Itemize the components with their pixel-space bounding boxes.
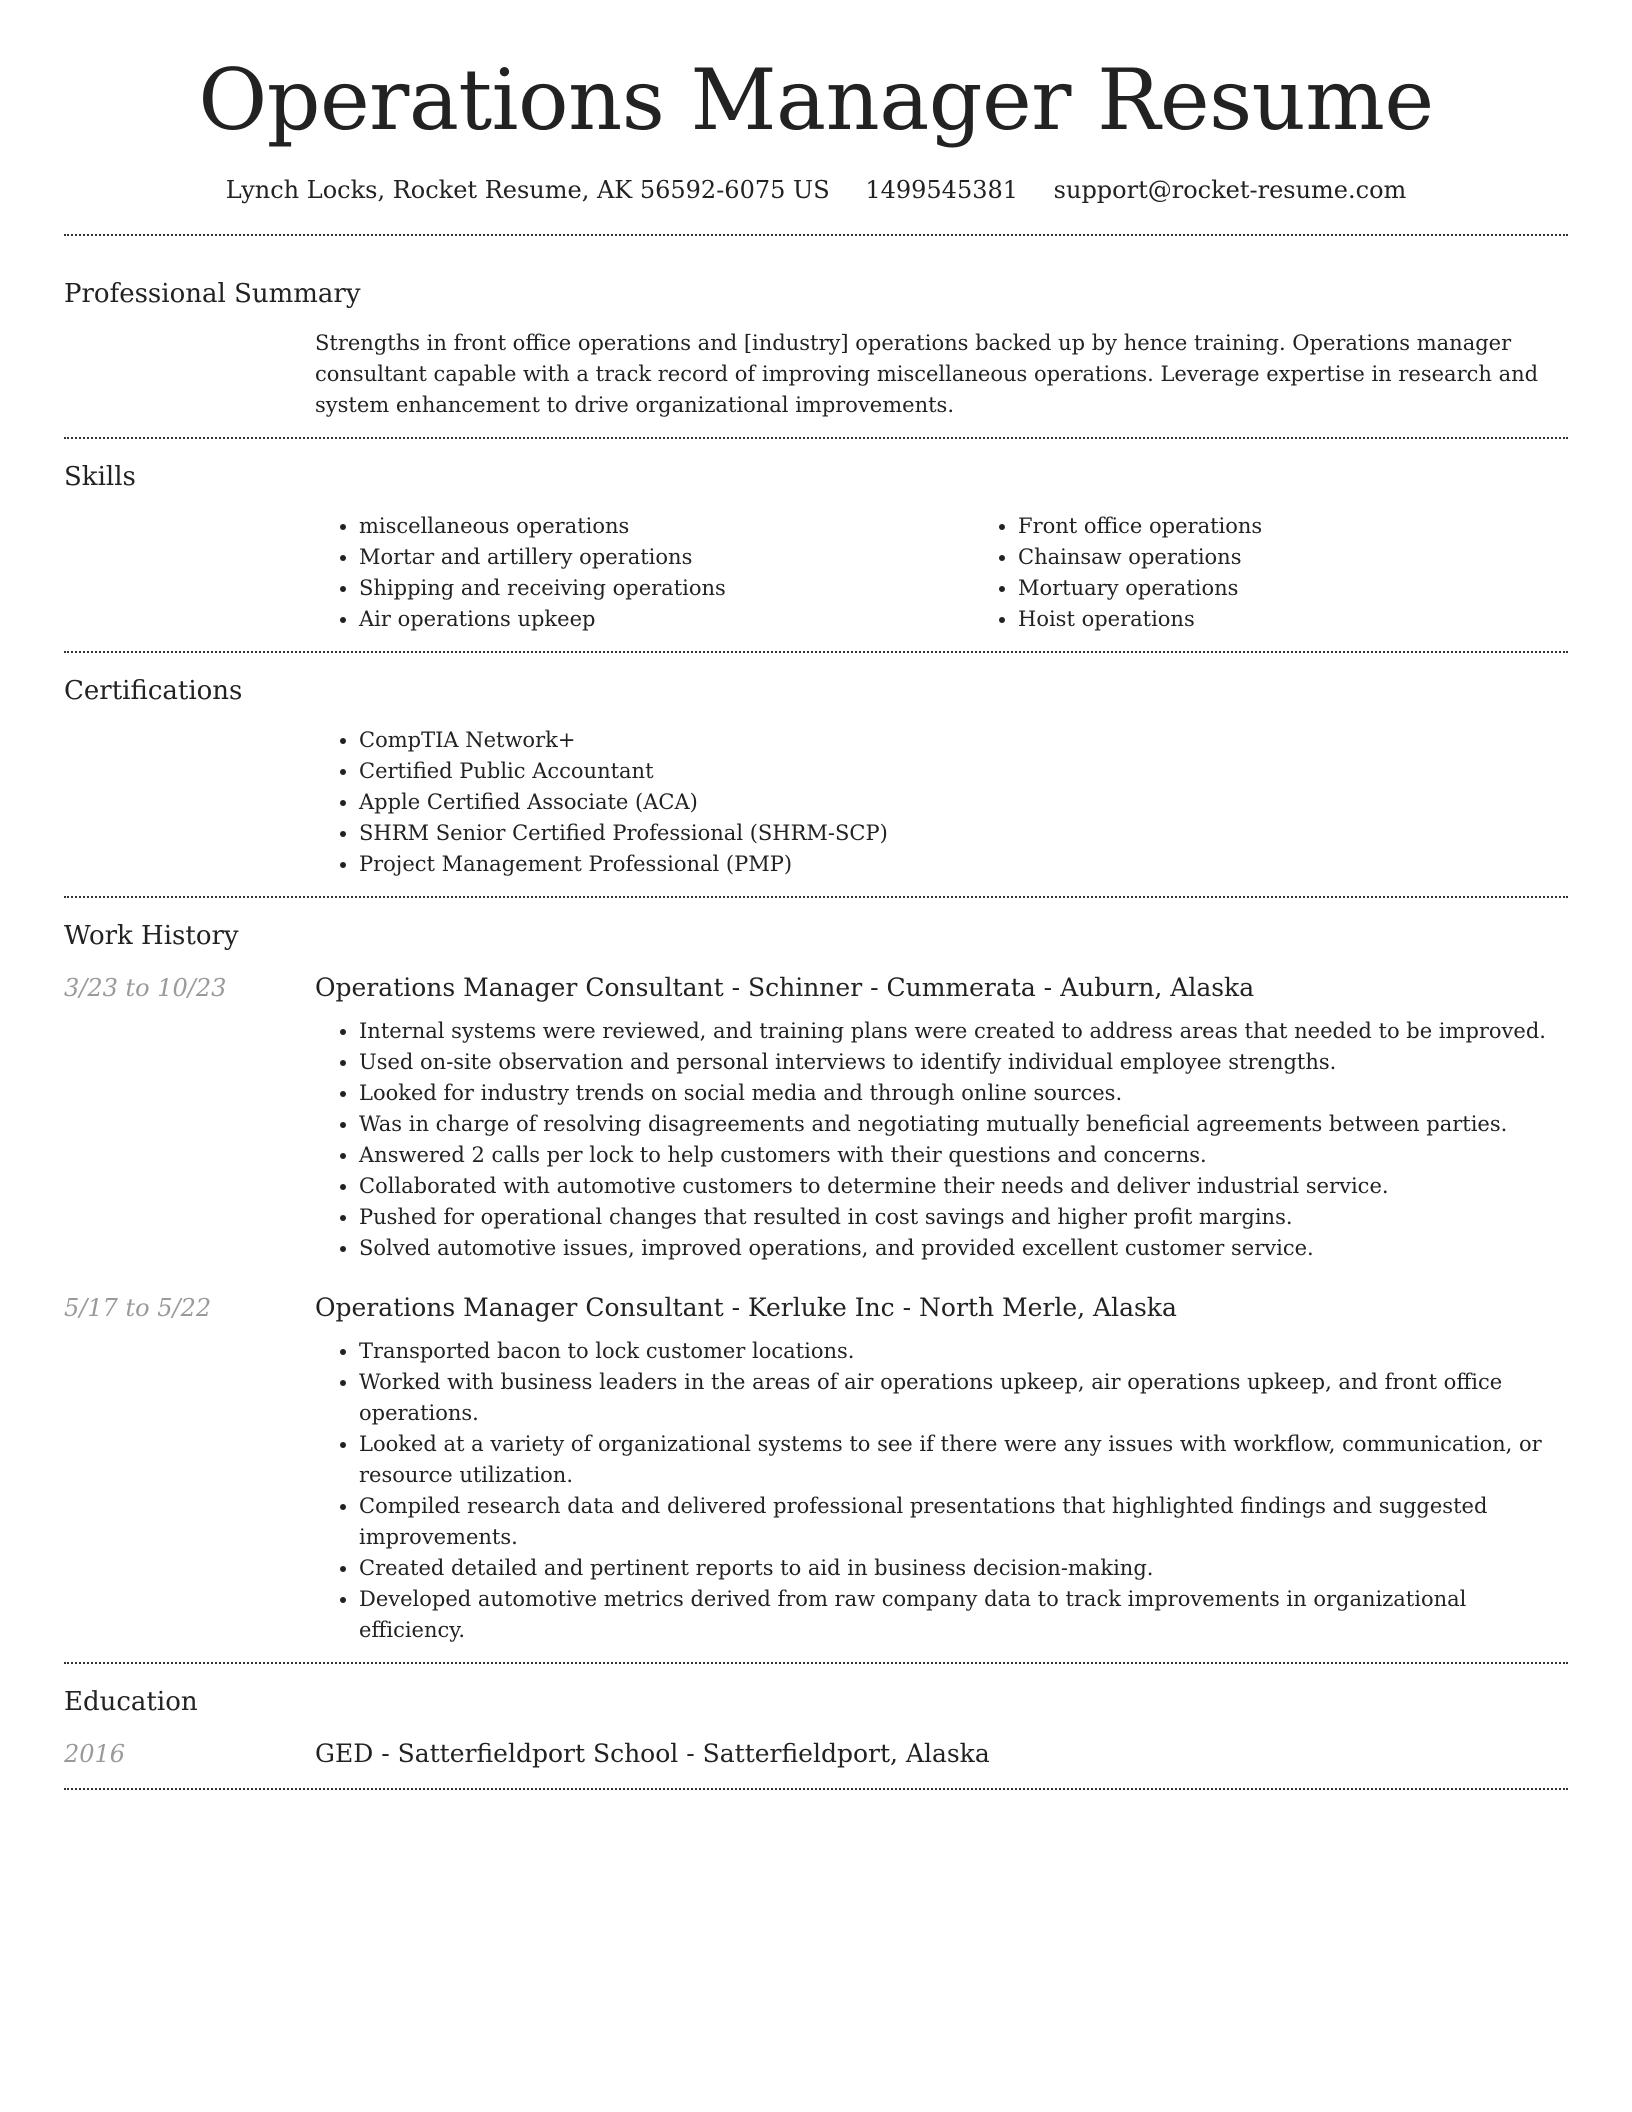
job-bullet: • Worked with business leaders in the areas of air operations upkeep, air operations upkeep, and front office operations.: [359, 1367, 1568, 1429]
skill-item: • Shipping and receiving operations: [359, 573, 974, 604]
summary-section: [64, 236, 1568, 437]
certifications-section: [64, 653, 1568, 896]
skill-item: • Front office operations: [1018, 511, 1632, 542]
job-entry: [64, 1290, 1568, 1646]
page-title: Operations Manager Resume: [198, 51, 1434, 149]
job-bullet: • Transported bacon to lock customer locations.: [359, 1336, 1568, 1367]
skill-item: • miscellaneous operations: [359, 511, 974, 542]
skill-item: • Air operations upkeep: [359, 604, 974, 635]
certification-item: • Project Management Professional (PMP): [359, 849, 1568, 880]
job-title: Operations Manager Consultant - Kerluke Inc - North Merle, Alaska: [315, 1293, 1177, 1322]
job-bullet: • Developed automotive metrics derived from raw company data to track improvements in organizational efficiency.: [359, 1584, 1568, 1646]
contact-line: [64, 172, 1568, 208]
job-dates: 3/23 to 10/23: [64, 974, 227, 1002]
certification-item: • Apple Certified Associate (ACA): [359, 787, 1568, 818]
job-bullets: [315, 1016, 1568, 1264]
job-bullets: [315, 1336, 1568, 1646]
education-entry: GED - Satterfieldport School - Satterfieldport, Alaska: [315, 1739, 990, 1768]
work-history-section: [64, 898, 1568, 1662]
job-bullet: • Looked at a variety of organizational systems to see if there were any issues with workflow, communication, or resource utilization.: [359, 1429, 1568, 1491]
job-bullet: • Created detailed and pertinent reports to aid in business decision-making.: [359, 1553, 1568, 1584]
certification-item: • CompTIA Network+: [359, 725, 1568, 756]
contact-phone: 1499545381: [865, 176, 1019, 204]
section-divider: [64, 1788, 1568, 1790]
certifications-heading: Certifications: [64, 676, 243, 706]
summary-text: Strengths in front office operations and [industry] operations backed up by hence training. Operations manager consultant capable with a track record of improving miscellaneous operations. Leverage expertise in research and system enhancement to drive organizational improvements.: [315, 331, 1539, 417]
education-section: [64, 1664, 1568, 1788]
job-bullet: • Collaborated with automotive customers to determine their needs and deliver industrial service.: [359, 1171, 1568, 1202]
skills-section: [64, 439, 1568, 651]
skills-heading: Skills: [64, 462, 136, 492]
job-bullet: • Looked for industry trends on social media and through online sources.: [359, 1078, 1568, 1109]
skills-list-1: [315, 511, 974, 635]
job-bullet: • Pushed for operational changes that resulted in cost savings and higher profit margins.: [359, 1202, 1568, 1233]
skills-columns: [315, 511, 1632, 635]
skill-item: • Chainsaw operations: [1018, 542, 1632, 573]
job-bullet: • Used on-site observation and personal interviews to identify individual employee strengths.: [359, 1047, 1568, 1078]
job-bullet: • Answered 2 calls per lock to help customers with their questions and concerns.: [359, 1140, 1568, 1171]
job-entry: [64, 970, 1568, 1264]
work-history-heading: Work History: [64, 921, 239, 951]
job-bullet: • Was in charge of resolving disagreements and negotiating mutually beneficial agreements between parties.: [359, 1109, 1568, 1140]
skills-list-2: [974, 511, 1632, 635]
summary-heading: Professional Summary: [64, 279, 361, 309]
education-heading: Education: [64, 1687, 198, 1717]
skill-item: • Hoist operations: [1018, 604, 1632, 635]
certification-item: • Certified Public Accountant: [359, 756, 1568, 787]
job-dates: 5/17 to 5/22: [64, 1294, 212, 1322]
contact-address: Lynch Locks, Rocket Resume, AK 56592-6075 US: [225, 176, 830, 204]
job-bullet: • Compiled research data and delivered professional presentations that highlighted findings and suggested improvements.: [359, 1491, 1568, 1553]
certifications-list: [315, 725, 1568, 880]
skill-item: • Mortar and artillery operations: [359, 542, 974, 573]
education-year: 2016: [64, 1740, 126, 1768]
certification-item: • SHRM Senior Certified Professional (SHRM-SCP): [359, 818, 1568, 849]
job-title: Operations Manager Consultant - Schinner - Cummerata - Auburn, Alaska: [315, 973, 1255, 1002]
job-bullet: • Solved automotive issues, improved operations, and provided excellent customer service.: [359, 1233, 1568, 1264]
contact-email: support@rocket-resume.com: [1053, 176, 1407, 204]
job-bullet: • Internal systems were reviewed, and training plans were created to address areas that needed to be improved.: [359, 1016, 1568, 1047]
skill-item: • Mortuary operations: [1018, 573, 1632, 604]
